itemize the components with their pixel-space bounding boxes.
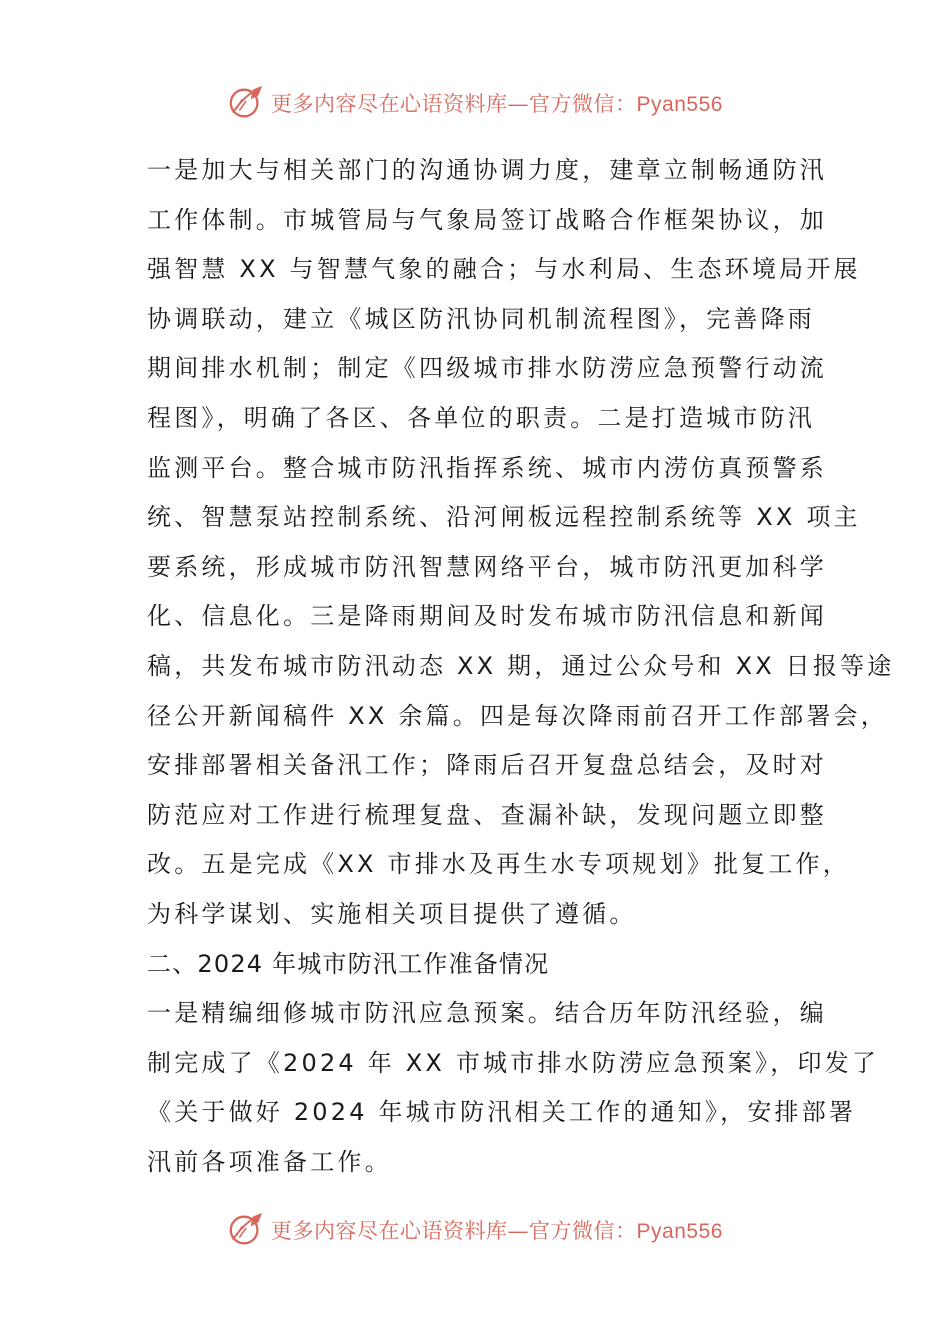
pen-logo-icon (227, 84, 265, 122)
body-line: 一是精编细修城市防汛应急预案。结合历年防汛经验，编 (147, 999, 827, 1028)
body-line: 协调联动，建立《城区防汛协同机制流程图》，完善降雨 (147, 304, 815, 333)
watermark-header-text (271, 88, 723, 118)
body-line: 期间排水机制；制定《四级城市排水防涝应急预警行动流 (147, 354, 827, 383)
body-line: 监测平台。整合城市防汛指挥系统、城市内涝仿真预警系 (147, 453, 827, 482)
body-line: 径公开新闻稿件 XX 余篇。四是每次降雨前召开工作部署会， (147, 701, 888, 730)
body-line: 防范应对工作进行梳理复盘、查漏补缺，发现问题立即整 (147, 800, 827, 829)
watermark-footer-text (271, 1215, 723, 1245)
body-line: 制完成了《2024 年 XX 市城市排水防涝应急预案》，印发了 (147, 1048, 880, 1077)
body-line: 强智慧 XX 与智慧气象的融合；与水利局、生态环境局开展 (147, 255, 861, 284)
body-line: 改。五是完成《XX 市排水及再生水专项规划》批复工作， (147, 850, 850, 879)
watermark-text: 更多内容尽在心语资料库—官方微信： (271, 1219, 637, 1243)
body-line: 安排部署相关备汛工作；降雨后召开复盘总结会，及时对 (147, 751, 827, 780)
body-line: 化、信息化。三是降雨期间及时发布城市防汛信息和新闻 (147, 602, 827, 631)
body-line: 汛前各项准备工作。 (147, 1147, 392, 1176)
section-heading: 二、2024 年城市防汛工作准备情况 (147, 949, 550, 978)
watermark-header (0, 83, 950, 123)
watermark-account: Pyan556 (636, 93, 723, 116)
document-body (147, 146, 895, 1187)
body-line: 《关于做好 2024 年城市防汛相关工作的通知》，安排部署 (147, 1098, 857, 1127)
body-line: 统、智慧泵站控制系统、沿河闸板远程控制系统等 XX 项主 (147, 503, 861, 532)
body-line: 程图》，明确了各区、各单位的职责。二是打造城市防汛 (147, 403, 815, 432)
body-line: 工作体制。市城管局与气象局签订战略合作框架协议，加 (147, 205, 827, 234)
watermark-account: Pyan556 (636, 1220, 723, 1243)
body-line: 稿，共发布城市防汛动态 XX 期，通过公众号和 XX 日报等途 (147, 651, 895, 680)
watermark-text: 更多内容尽在心语资料库—官方微信： (271, 92, 637, 116)
body-line: 为科学谋划、实施相关项目提供了遵循。 (147, 899, 637, 928)
body-line: 要系统，形成城市防汛智慧网络平台，城市防汛更加科学 (147, 552, 827, 581)
pen-logo-icon (227, 1211, 265, 1249)
body-line: 一是加大与相关部门的沟通协调力度，建章立制畅通防汛 (147, 156, 827, 184)
watermark-footer (0, 1210, 950, 1250)
